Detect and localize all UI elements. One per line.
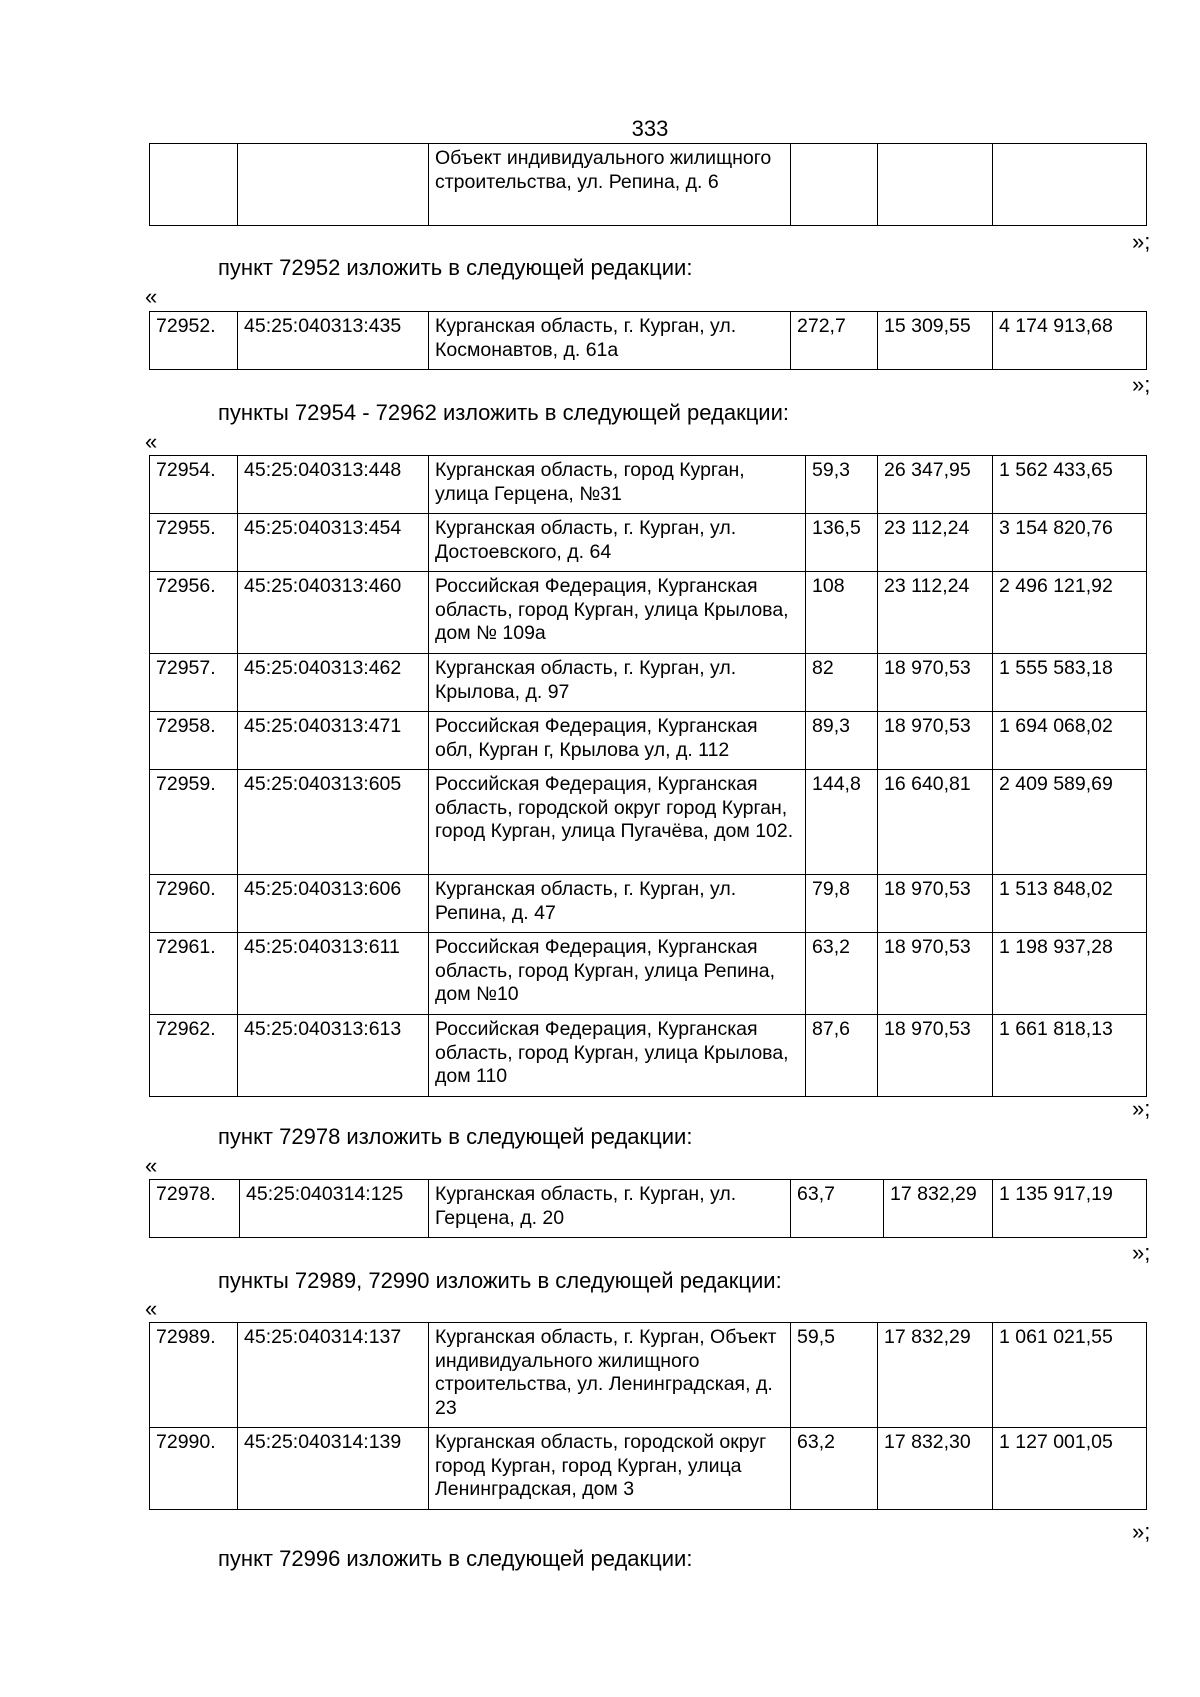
cell-number: 72958. bbox=[150, 712, 238, 770]
table-row bbox=[150, 654, 1147, 712]
cell-number: 72955. bbox=[150, 514, 238, 572]
table-row bbox=[150, 875, 1147, 933]
cell-number: 72960. bbox=[150, 875, 238, 933]
cell-address: Курганская область, г. Курган, ул. Космонавтов, д. 61а bbox=[429, 312, 791, 370]
section-heading: пункт 72996 изложить в следующей редакции: bbox=[218, 1546, 693, 1571]
cell-address: Курганская область, г. Курган, ул. Репина, д. 47 bbox=[429, 875, 806, 933]
cell-address: Курганская область, г. Курган, Объект индивидуального жилищного строительства, ул. Ленинградская, д. 23 bbox=[429, 1323, 791, 1428]
cell-cadastral: 45:25:040314:139 bbox=[238, 1428, 429, 1510]
table-row bbox=[150, 770, 1147, 875]
cell-number: 72989. bbox=[150, 1323, 238, 1428]
cell-area: 63,2 bbox=[791, 1428, 878, 1510]
cell-number: 72961. bbox=[150, 933, 238, 1015]
cell-price: 16 640,81 bbox=[878, 770, 993, 875]
cell-area: 59,3 bbox=[806, 456, 878, 514]
cell-area: 87,6 bbox=[806, 1015, 878, 1097]
table-row bbox=[150, 572, 1147, 654]
cell-number: 72978. bbox=[150, 1180, 240, 1238]
cell-area bbox=[791, 144, 878, 226]
table-section-3 bbox=[149, 1179, 1147, 1238]
cell-cadastral: 45:25:040313:613 bbox=[238, 1015, 429, 1097]
table-row bbox=[150, 712, 1147, 770]
cell-total: 2 409 589,69 bbox=[993, 770, 1147, 875]
close-quote: »; bbox=[1132, 1519, 1151, 1544]
cell-price: 18 970,53 bbox=[878, 933, 993, 1015]
cell-total: 1 061 021,55 bbox=[993, 1323, 1147, 1428]
cell-total: 1 562 433,65 bbox=[993, 456, 1147, 514]
cell-price: 18 970,53 bbox=[878, 875, 993, 933]
cell-address: Российская Федерация, Курганская обл, Курган г, Крылова ул, д. 112 bbox=[429, 712, 806, 770]
close-quote: »; bbox=[1132, 229, 1151, 254]
table-section-1 bbox=[149, 311, 1147, 370]
open-quote: « bbox=[145, 1296, 158, 1321]
cell-address: Российская Федерация, Курганская область, город Курган, улица Крылова, дом № 109а bbox=[429, 572, 806, 654]
table-section-4 bbox=[149, 1322, 1147, 1510]
cell-address: Объект индивидуального жилищного строительства, ул. Репина, д. 6 bbox=[429, 144, 791, 226]
cell-total: 1 513 848,02 bbox=[993, 875, 1147, 933]
table-row bbox=[150, 1180, 1147, 1238]
cell-price: 23 112,24 bbox=[878, 572, 993, 654]
cell-area: 144,8 bbox=[806, 770, 878, 875]
cell-area: 79,8 bbox=[806, 875, 878, 933]
open-quote: « bbox=[145, 1153, 158, 1178]
cell-price bbox=[878, 144, 993, 226]
section-heading: пункт 72952 изложить в следующей редакции: bbox=[218, 255, 693, 280]
cell-cadastral: 45:25:040313:611 bbox=[238, 933, 429, 1015]
cell-number: 72954. bbox=[150, 456, 238, 514]
cell-number: 72952. bbox=[150, 312, 238, 370]
open-quote: « bbox=[145, 284, 158, 309]
close-quote: »; bbox=[1132, 1096, 1151, 1121]
cell-area: 82 bbox=[806, 654, 878, 712]
cell-address: Курганская область, г. Курган, ул. Достоевского, д. 64 bbox=[429, 514, 806, 572]
cell-total: 1 135 917,19 bbox=[993, 1180, 1147, 1238]
cell-cadastral: 45:25:040313:454 bbox=[238, 514, 429, 572]
cell-price: 26 347,95 bbox=[878, 456, 993, 514]
close-quote: »; bbox=[1132, 1240, 1151, 1265]
cell-area: 63,2 bbox=[806, 933, 878, 1015]
section-heading: пункты 72989, 72990 изложить в следующей редакции: bbox=[218, 1268, 782, 1293]
cell-total: 2 496 121,92 bbox=[993, 572, 1147, 654]
cell-cadastral: 45:25:040313:448 bbox=[238, 456, 429, 514]
cell-price: 15 309,55 bbox=[878, 312, 993, 370]
cell-cadastral: 45:25:040313:435 bbox=[238, 312, 429, 370]
table-row bbox=[150, 1428, 1147, 1510]
cell-cadastral: 45:25:040314:137 bbox=[238, 1323, 429, 1428]
cell-price: 18 970,53 bbox=[878, 654, 993, 712]
cell-cadastral: 45:25:040313:460 bbox=[238, 572, 429, 654]
cell-number: 72957. bbox=[150, 654, 238, 712]
cell-area: 272,7 bbox=[791, 312, 878, 370]
cell-address: Российская Федерация, Курганская область, город Курган, улица Крылова, дом 110 bbox=[429, 1015, 806, 1097]
cell-total: 3 154 820,76 bbox=[993, 514, 1147, 572]
table-row bbox=[150, 144, 1147, 226]
cell-price: 17 832,29 bbox=[884, 1180, 993, 1238]
section-heading: пункты 72954 - 72962 изложить в следующей редакции: bbox=[218, 400, 790, 425]
cell-area: 108 bbox=[806, 572, 878, 654]
page-number: 333 bbox=[631, 116, 669, 141]
table-row bbox=[150, 514, 1147, 572]
cell-address: Курганская область, г. Курган, ул. Крылова, д. 97 bbox=[429, 654, 806, 712]
cell-total: 1 661 818,13 bbox=[993, 1015, 1147, 1097]
cell-total: 4 174 913,68 bbox=[993, 312, 1147, 370]
cell-total: 1 555 583,18 bbox=[993, 654, 1147, 712]
table-section-2 bbox=[149, 455, 1147, 1097]
table-row bbox=[150, 1015, 1147, 1097]
cell-price: 17 832,30 bbox=[878, 1428, 993, 1510]
cell-address: Курганская область, г. Курган, ул. Герцена, д. 20 bbox=[429, 1180, 791, 1238]
cell-total: 1 694 068,02 bbox=[993, 712, 1147, 770]
cell-cadastral: 45:25:040313:605 bbox=[238, 770, 429, 875]
cell-number: 72956. bbox=[150, 572, 238, 654]
cell-total: 1 127 001,05 bbox=[993, 1428, 1147, 1510]
cell-address: Российская Федерация, Курганская область, городской округ город Курган, город Курган, улица Пугачёва, дом 102. bbox=[429, 770, 806, 875]
cell-area: 89,3 bbox=[806, 712, 878, 770]
cell-address: Курганская область, город Курган, улица Герцена, №31 bbox=[429, 456, 806, 514]
cell-cadastral: 45:25:040313:462 bbox=[238, 654, 429, 712]
open-quote: « bbox=[145, 429, 158, 454]
table-row bbox=[150, 1323, 1147, 1428]
section-heading: пункт 72978 изложить в следующей редакции: bbox=[218, 1124, 693, 1149]
cell-price: 18 970,53 bbox=[878, 1015, 993, 1097]
close-quote: »; bbox=[1132, 372, 1151, 397]
cell-price: 23 112,24 bbox=[878, 514, 993, 572]
cell-number: 72959. bbox=[150, 770, 238, 875]
cell-cadastral bbox=[238, 144, 429, 226]
cell-cadastral: 45:25:040313:606 bbox=[238, 875, 429, 933]
cell-price: 18 970,53 bbox=[878, 712, 993, 770]
cell-area: 59,5 bbox=[791, 1323, 878, 1428]
table-row bbox=[150, 456, 1147, 514]
cell-area: 136,5 bbox=[806, 514, 878, 572]
cell-area: 63,7 bbox=[791, 1180, 884, 1238]
cell-price: 17 832,29 bbox=[878, 1323, 993, 1428]
table-row bbox=[150, 933, 1147, 1015]
cell-number bbox=[150, 144, 238, 226]
table-continuation bbox=[149, 143, 1147, 226]
cell-number: 72962. bbox=[150, 1015, 238, 1097]
cell-number: 72990. bbox=[150, 1428, 238, 1510]
cell-cadastral: 45:25:040314:125 bbox=[240, 1180, 429, 1238]
cell-total: 1 198 937,28 bbox=[993, 933, 1147, 1015]
cell-cadastral: 45:25:040313:471 bbox=[238, 712, 429, 770]
cell-address: Курганская область, городской округ город Курган, город Курган, улица Ленинградская, дом 3 bbox=[429, 1428, 791, 1510]
table-row bbox=[150, 312, 1147, 370]
cell-address: Российская Федерация, Курганская область, город Курган, улица Репина, дом №10 bbox=[429, 933, 806, 1015]
cell-total bbox=[993, 144, 1147, 226]
